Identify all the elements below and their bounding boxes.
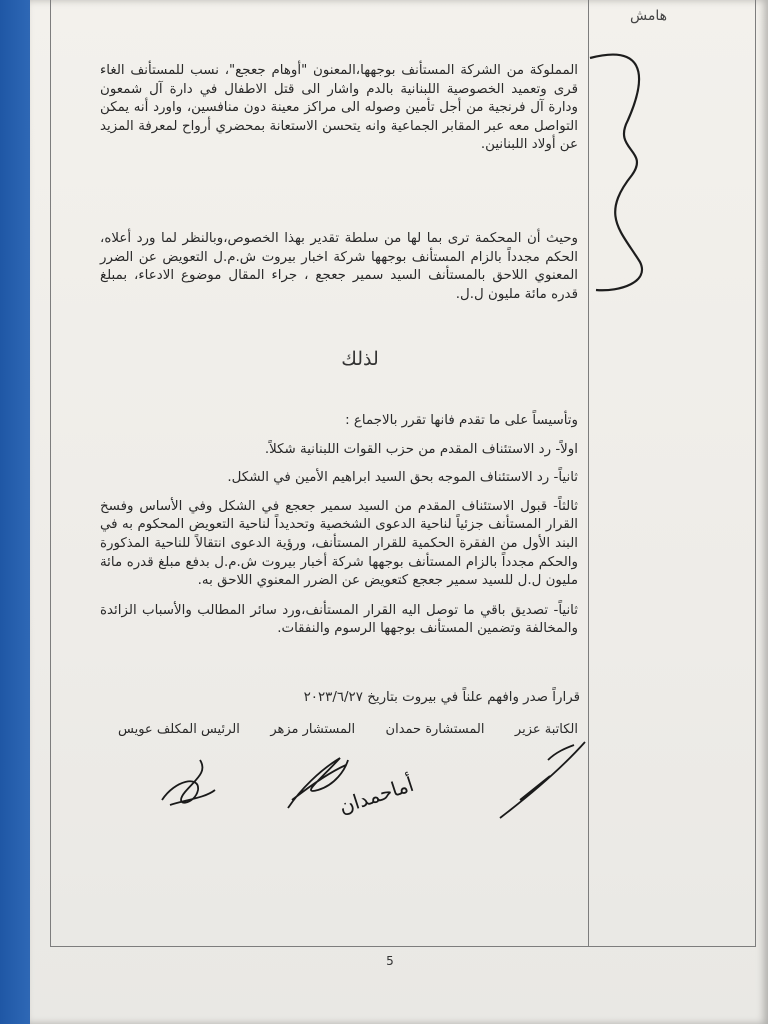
margin-bracket-mark: [590, 55, 642, 291]
verdict-item-1: اولاً- رد الاستئناف المقدم من حزب القوات اللبنانية شكلاً.: [264, 441, 578, 457]
margin-title: هامش: [630, 8, 667, 24]
handwritten-name: أماحمدان: [335, 771, 417, 819]
decision-date: قراراً صدر وافهم علناً في بيروت بتاريخ ٢٠٢٣/٦/٢٧: [303, 690, 580, 705]
signatory-advisor-1: المستشار مزهر: [270, 722, 356, 737]
signature-president: [500, 742, 585, 818]
verdict-item-2: ثانياً- رد الاستئناف الموجه بحق السيد ابراهيم الأمين في الشكل.: [227, 470, 578, 486]
page-number: 5: [386, 954, 394, 968]
paragraph-2: وحيث أن المحكمة ترى بما لها من سلطة تقدير بهذا الخصوص،وبالنظر لما ورد أعلاه، الحكم مجدداً بالزام المستأنف بوجهها شركة اخبار بيروت ش.م.ل التعويض عن الضرر المعنوي اللاحق بالمستأنف السيد سمير جعجع ، جراء المقال موضوع الادعاء، بمبلغ قدره مائة مليون ل.ل.: [100, 231, 578, 302]
signatory-clerk: الكاتبة عزير: [514, 722, 578, 737]
paragraph-1: المملوكة من الشركة المستأنف بوجهها،المعنون "أوهام جعجع"، نسب للمستأنف الغاء قرى وتعميد الخصوصية اللبنانية بالدم واشار الى قتل الاطفال في دارة آل شمعون ودارة آل فرنجية من أجل تأمين وصوله الى مراكز معينة دون منافسين، واورد أنه يمكن التواصل معه عبر المقابر الجماعية وانه يتحسن الاستعانة بمحضري أرواح لمعرفة المزيد عن أولاد اللبنانين.: [100, 63, 578, 153]
section-heading: لذلك: [341, 348, 379, 370]
verdict-intro: وتأسيساً على ما تقدم فانها تقرر بالاجماع :: [345, 413, 578, 428]
verdict-item-3: ثالثاً- قبول الاستئناف المقدم من السيد سمير جعجع في الشكل وفي الأساس وفسخ القرار المستأنف جزئياً لناحية الدعوى الشخصية وتحديداً لناحية التعويض المحكوم به في البند الأول من الفقرة الحكمية للقرار المستأنف، ورؤية الدعوى انتقالاً للناحية المذكورة والحكم مجدداً بالزام المستأنف بوجهها شركة أخبار بيروت ش.م.ل بدفع مبلغ قدره مائة مليون ل.ل للسيد سمير جعجع كتعويض عن الضرر المعنوي اللاحق به.: [100, 498, 578, 589]
signature-clerk: [162, 760, 215, 805]
signatory-president: الرئيس المكلف عويس: [118, 722, 240, 737]
verdict-item-4: ثانياً- تصديق باقي ما توصل اليه القرار المستأنف،ورد سائر المطالب والأسباب الزائدة والمخالفة وتضمين المستأنف بوجهها الرسوم والنفقات.: [100, 602, 578, 637]
signatory-advisor-2: المستشارة حمدان: [385, 722, 485, 737]
